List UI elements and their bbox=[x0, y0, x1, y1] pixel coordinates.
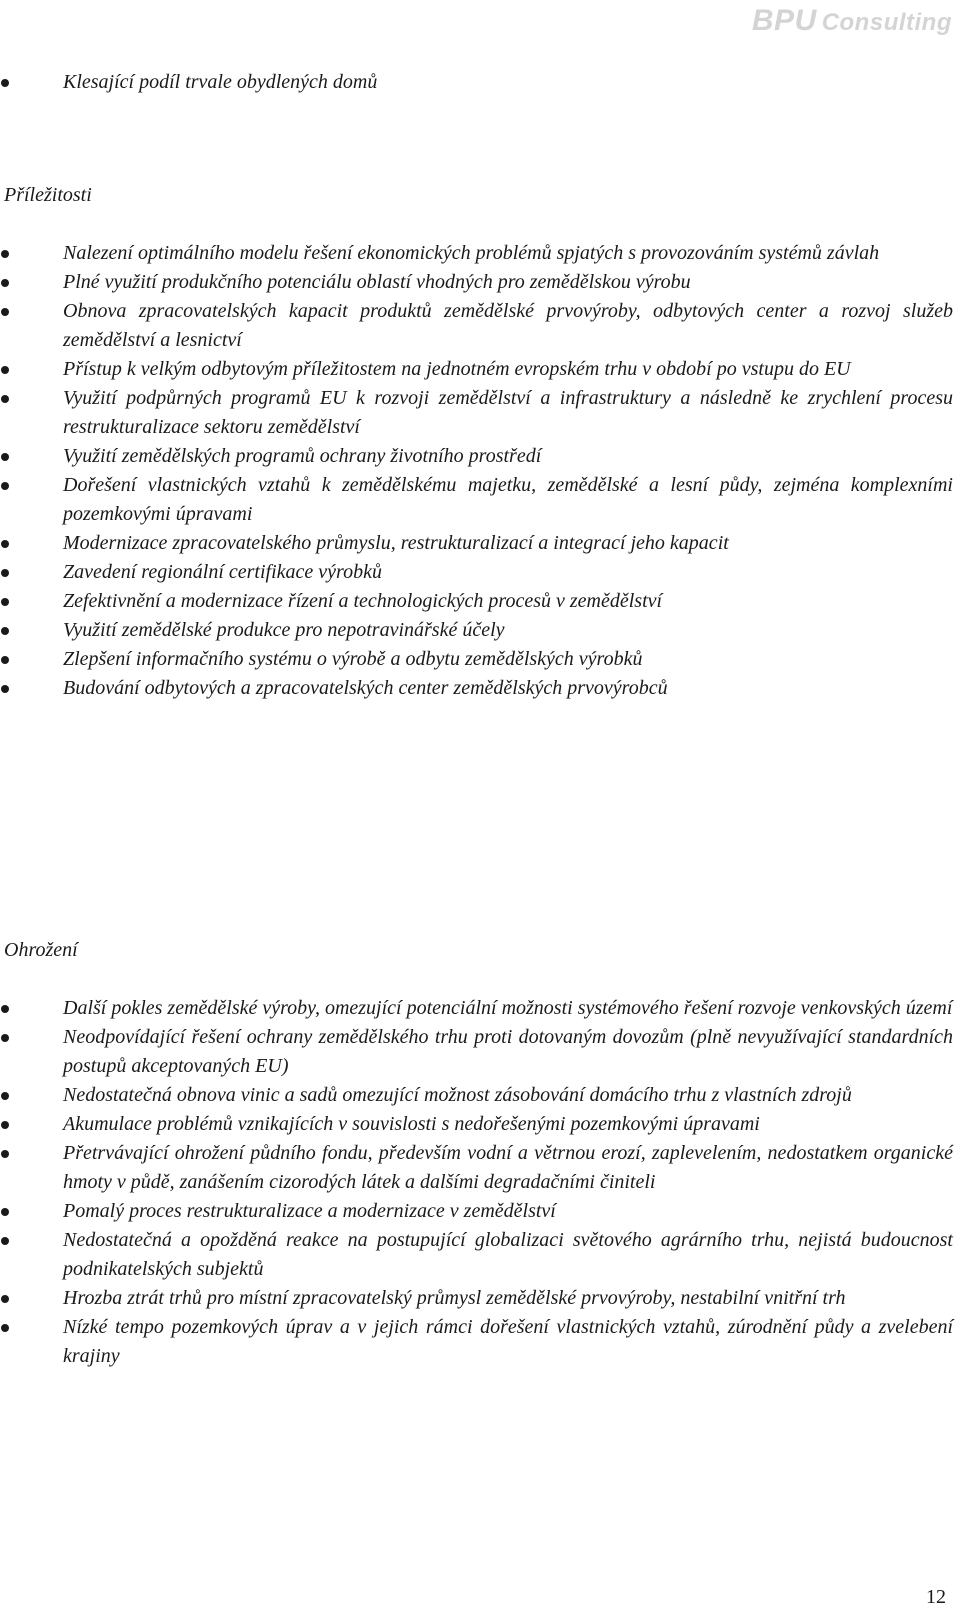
bullet-icon bbox=[1, 79, 9, 87]
list-item-text: Nedostatečná obnova vinic a sadů omezující možnost zásobování domácího trhu z vlastních zdrojů bbox=[63, 1084, 852, 1106]
bullet-icon bbox=[1, 366, 9, 374]
opportunities-list bbox=[0, 239, 953, 703]
list-item bbox=[0, 587, 953, 616]
list-item bbox=[0, 442, 953, 471]
list-item-text: Nízké tempo pozemkových úprav a v jejich rámci dořešení vlastnických vztahů, zúrodnění půdy a zvelebení krajiny bbox=[63, 1316, 953, 1367]
bullet-icon bbox=[1, 395, 9, 403]
list-item bbox=[0, 1023, 953, 1081]
list-item bbox=[0, 1313, 953, 1371]
opportunities-heading: Příležitosti bbox=[4, 184, 92, 206]
list-item-text: Pomalý proces restrukturalizace a modernizace v zemědělství bbox=[63, 1200, 556, 1222]
weaknesses-tail-list bbox=[0, 68, 953, 97]
bullet-icon bbox=[1, 1034, 9, 1042]
company-logo bbox=[752, 4, 952, 38]
list-item bbox=[0, 529, 953, 558]
bullet-icon bbox=[1, 1005, 9, 1013]
bullet-icon bbox=[1, 1237, 9, 1245]
bullet-icon bbox=[1, 1324, 9, 1332]
list-item-text: Zavedení regionální certifikace výrobků bbox=[63, 561, 382, 583]
list-item bbox=[0, 297, 953, 355]
list-item-text: Využití podpůrných programů EU k rozvoji zemědělství a infrastruktury a následně ke zrychlení procesu restrukturalizace sektoru zemědělství bbox=[63, 387, 953, 438]
list-item bbox=[0, 1284, 953, 1313]
list-item bbox=[0, 355, 953, 384]
bullet-icon bbox=[1, 453, 9, 461]
list-item-text: Nalezení optimálního modelu řešení ekonomických problémů spjatých s provozováním systémů závlah bbox=[63, 242, 880, 264]
bullet-icon bbox=[1, 656, 9, 664]
list-item-text: Neodpovídající řešení ochrany zemědělského trhu proti dotovaným dovozům (plně nevyužívající standardních postupů akceptovaných EU) bbox=[63, 1026, 953, 1077]
list-item bbox=[0, 1226, 953, 1284]
bullet-icon bbox=[1, 1295, 9, 1303]
threats-heading: Ohrožení bbox=[4, 939, 78, 961]
bullet-icon bbox=[1, 627, 9, 635]
list-item-text: Dořešení vlastnických vztahů k zemědělskému majetku, zemědělské a lesní půdy, zejména komplexními pozemkovými úpravami bbox=[63, 474, 953, 525]
list-item bbox=[0, 1139, 953, 1197]
list-item bbox=[0, 1197, 953, 1226]
logo-subtitle: Consulting bbox=[821, 9, 952, 36]
list-item bbox=[0, 645, 953, 674]
bullet-icon bbox=[1, 1208, 9, 1216]
bullet-icon bbox=[1, 1121, 9, 1129]
list-item bbox=[0, 994, 953, 1023]
list-item-text: Využití zemědělské produkce pro nepotravinářské účely bbox=[63, 619, 505, 641]
list-item-text: Přetrvávající ohrožení půdního fondu, především vodní a větrnou erozí, zaplevelením, nedostatkem organické hmoty v půdě, zanášením cizorodých látek a dalšími degradačními činiteli bbox=[63, 1142, 953, 1193]
list-item-text: Zlepšení informačního systému o výrobě a odbytu zemědělských výrobků bbox=[63, 648, 643, 670]
list-item-text: Budování odbytových a zpracovatelských center zemědělských prvovýrobců bbox=[63, 677, 668, 699]
list-item bbox=[0, 558, 953, 587]
list-item bbox=[0, 68, 953, 97]
bullet-icon bbox=[1, 279, 9, 287]
list-item bbox=[0, 471, 953, 529]
bullet-icon bbox=[1, 685, 9, 693]
page-number: 12 bbox=[926, 1586, 946, 1608]
list-item bbox=[0, 674, 953, 703]
list-item-text: Plné využití produkčního potenciálu oblastí vhodných pro zemědělskou výrobu bbox=[63, 271, 691, 293]
bullet-icon bbox=[1, 482, 9, 490]
list-item bbox=[0, 239, 953, 268]
bullet-icon bbox=[1, 598, 9, 606]
list-item bbox=[0, 1081, 953, 1110]
bullet-icon bbox=[1, 569, 9, 577]
list-item-text: Využití zemědělských programů ochrany životního prostředí bbox=[63, 445, 542, 467]
list-item-text: Obnova zpracovatelských kapacit produktů zemědělské prvovýroby, odbytových center a rozvoj služeb zemědělství a lesnictví bbox=[63, 300, 953, 351]
list-item bbox=[0, 1110, 953, 1139]
list-item-text: Modernizace zpracovatelského průmyslu, restrukturalizací a integrací jeho kapacit bbox=[63, 532, 729, 554]
bullet-icon bbox=[1, 250, 9, 258]
logo-brand: BPU bbox=[751, 4, 817, 37]
bullet-icon bbox=[1, 308, 9, 316]
threats-list bbox=[0, 994, 953, 1371]
list-item bbox=[0, 616, 953, 645]
list-item bbox=[0, 268, 953, 297]
list-item-text: Akumulace problémů vznikajících v souvislosti s nedořešenými pozemkovými úpravami bbox=[63, 1113, 760, 1135]
list-item-text: Hrozba ztrát trhů pro místní zpracovatelský průmysl zemědělské prvovýroby, nestabilní vnitřní trh bbox=[63, 1287, 846, 1309]
list-item-text: Přístup k velkým odbytovým příležitostem na jednotném evropském trhu v období po vstupu do EU bbox=[63, 358, 851, 380]
bullet-icon bbox=[1, 1150, 9, 1158]
bullet-icon bbox=[1, 540, 9, 548]
list-item-text: Nedostatečná a opožděná reakce na postupující globalizaci světového agrárního trhu, nejistá budoucnost podnikatelských subjektů bbox=[63, 1229, 953, 1280]
list-item-text: Další pokles zemědělské výroby, omezující potenciální možnosti systémového řešení rozvoje venkovských území bbox=[63, 997, 953, 1019]
bullet-icon bbox=[1, 1092, 9, 1100]
list-item bbox=[0, 384, 953, 442]
list-item-text: Klesající podíl trvale obydlených domů bbox=[63, 71, 378, 93]
list-item-text: Zefektivnění a modernizace řízení a technologických procesů v zemědělství bbox=[63, 590, 663, 612]
